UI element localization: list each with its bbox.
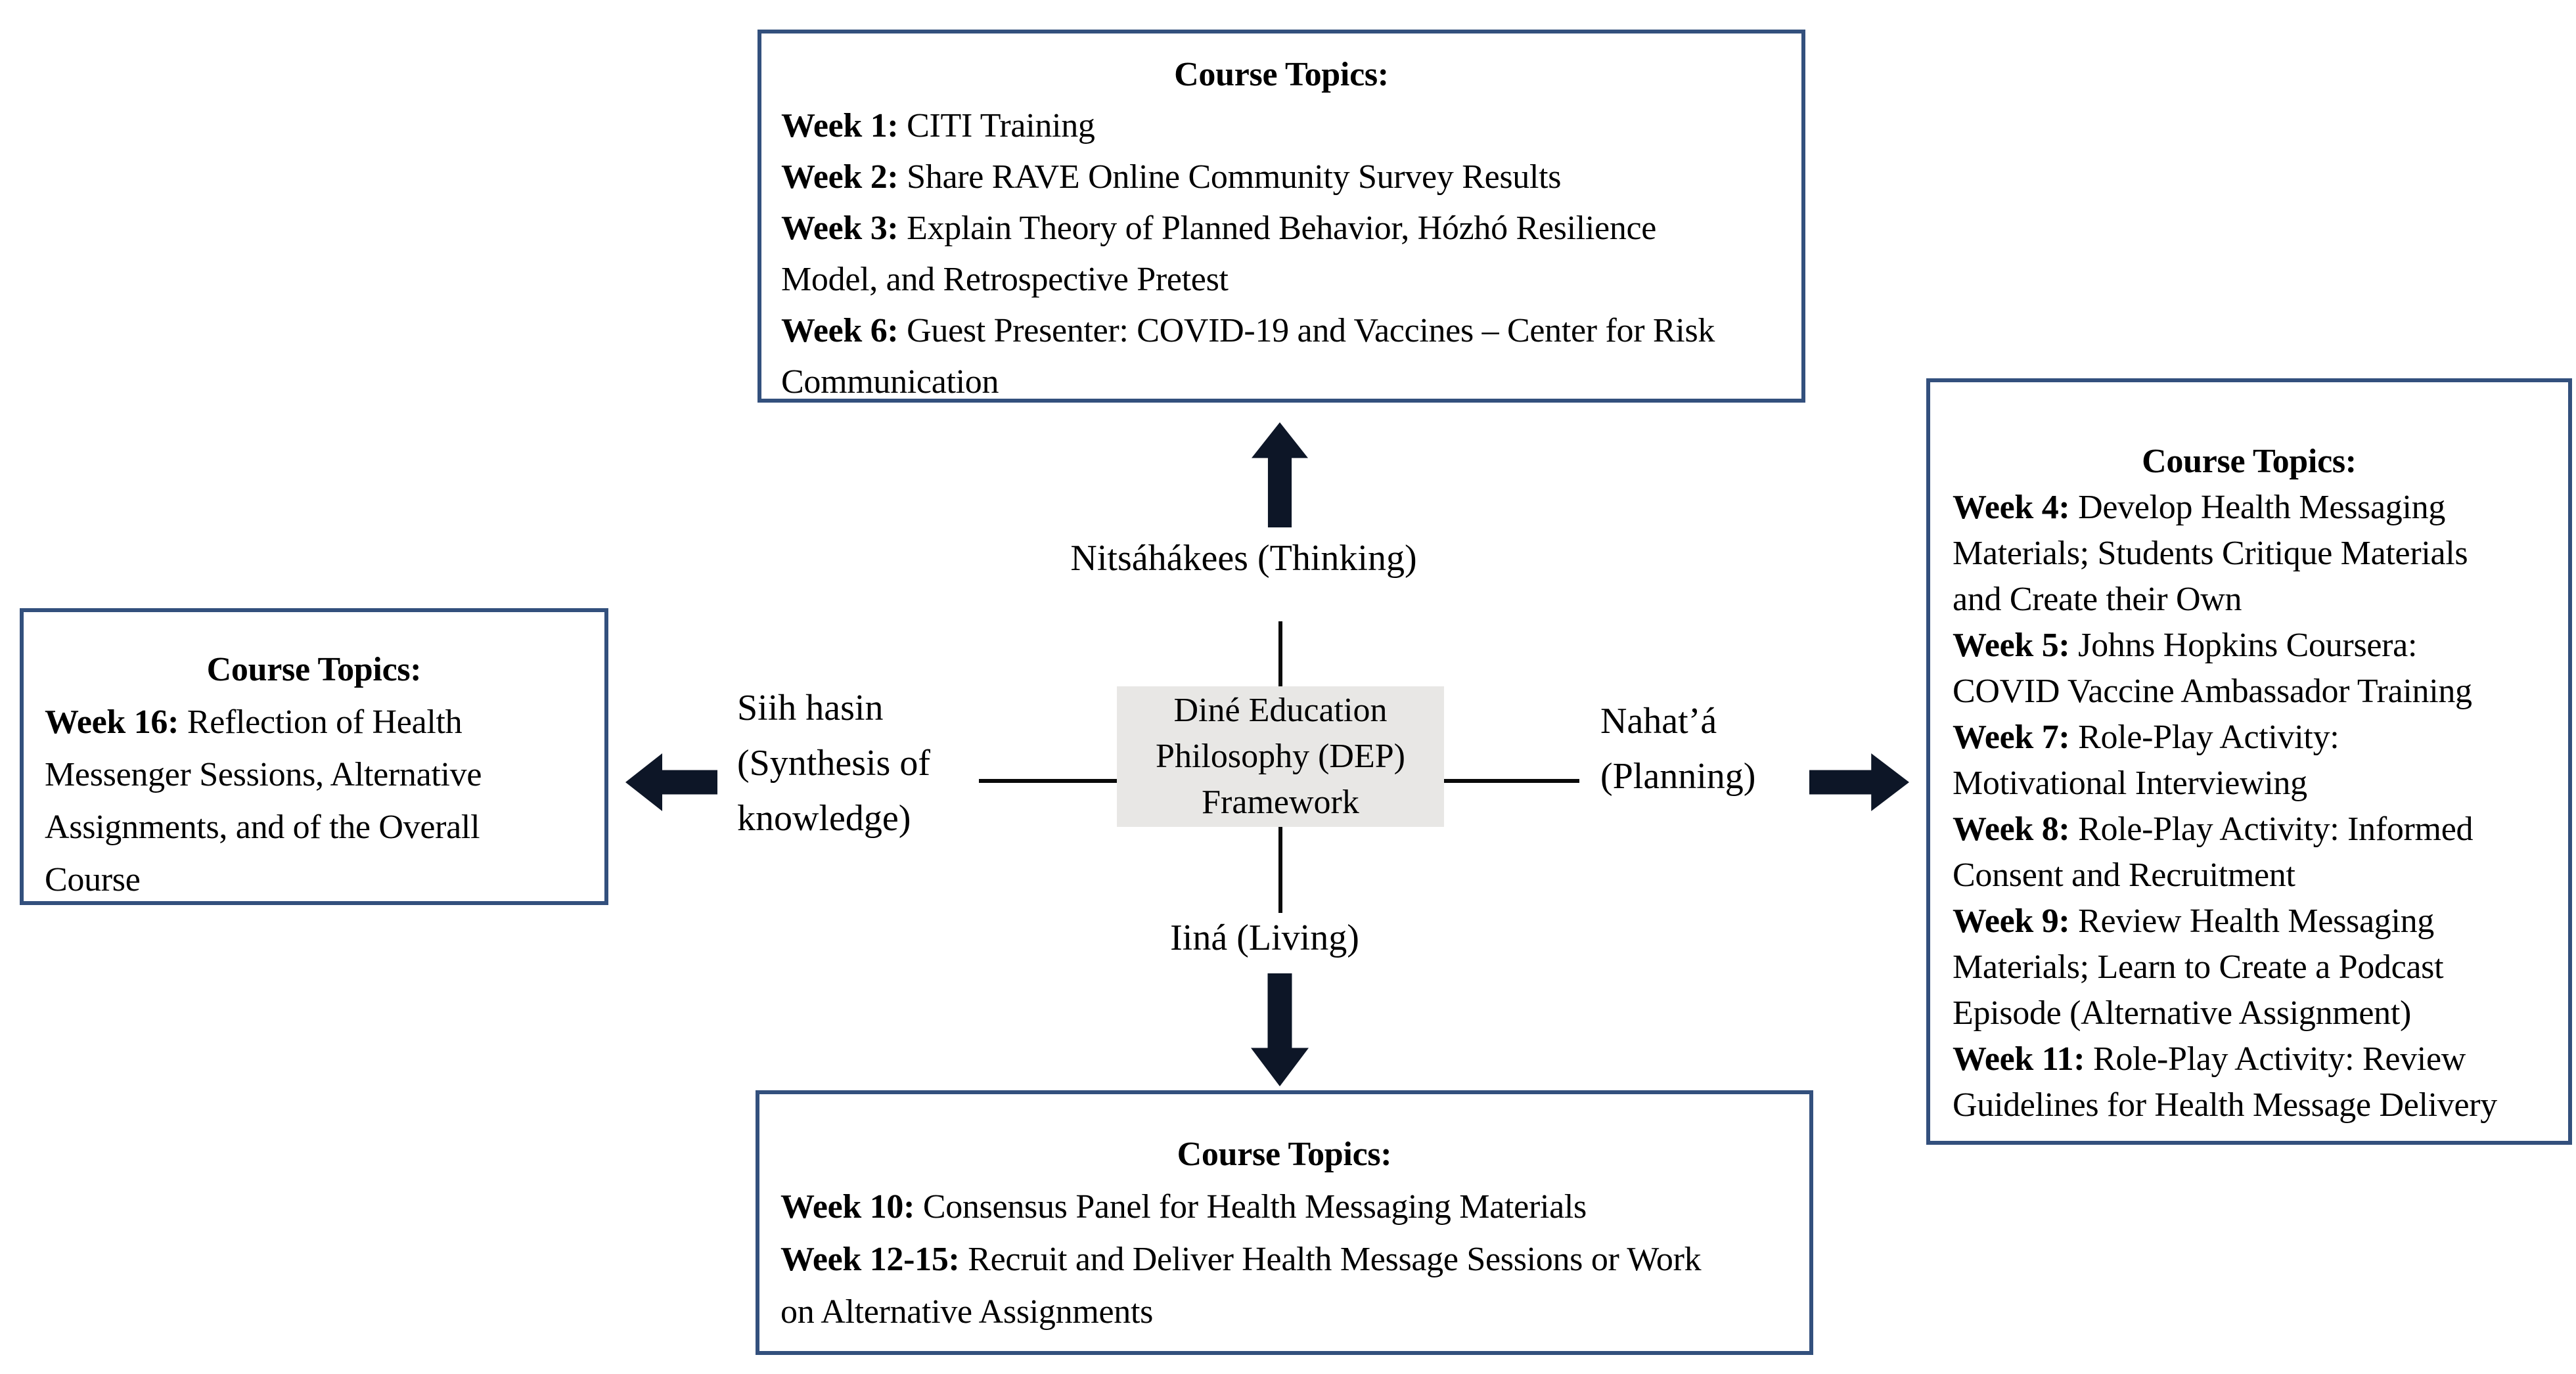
down-block-arrow-icon [1251,973,1309,1086]
course-topic-line: Materials; Learn to Create a Podcast [1953,948,2444,986]
course-topic-line: Week 11: Role-Play Activity: Review [1953,1040,2466,1078]
course-topic-line: Week 7: Role-Play Activity: [1953,719,2339,756]
course-topic-line: Week 8: Role-Play Activity: Informed [1953,810,2474,848]
course-topic-line: Communication [781,363,999,401]
connector-line-bottom [1278,827,1282,913]
course-topic-line: Course [45,861,141,898]
course-topic-line: Week 12-15: Recruit and Deliver Health Message Sessions or Work [780,1241,1702,1278]
course-topics-box-top [757,30,1805,403]
course-topic-line: Week 9: Review Health Messaging [1953,902,2435,940]
course-topic-line: Guidelines for Health Message Delivery [1953,1086,2498,1124]
axis-label-synthesis: Siih hasin (Synthesis of knowledge) [737,688,930,839]
course-topic-line: and Create their Own [1953,581,2242,618]
box-title: Course Topics: [2142,443,2357,480]
course-topics-box-bottom [756,1090,1813,1355]
course-topic-line: Model, and Retrospective Pretest [781,261,1229,298]
left-block-arrow-icon [625,753,717,811]
course-topic-line: Week 3: Explain Theory of Planned Behavior, Hózhó Resilience [781,210,1657,247]
connector-line-left [979,779,1117,783]
center-framework-line: Diné Education [1173,692,1388,729]
course-topic-line: Messenger Sessions, Alternative [45,756,482,793]
box-title: Course Topics: [1174,56,1389,93]
course-topic-line: Episode (Alternative Assignment) [1953,994,2412,1032]
box-title: Course Topics: [206,651,422,688]
connector-line-right [1444,779,1579,783]
course-topic-line: Consent and Recruitment [1953,856,2295,894]
course-topic-line: Week 1: CITI Training [781,107,1095,144]
course-topic-line: Week 4: Develop Health Messaging [1953,489,2446,526]
axis-label-living: Iiná (Living) [1170,918,1359,958]
right-block-arrow-icon [1809,753,1909,811]
center-framework-line: Philosophy (DEP) [1156,738,1405,775]
axis-label-thinking: Nitsáhákees (Thinking) [1070,538,1417,579]
course-topic-line: Motivational Interviewing [1953,765,2307,802]
connector-line-top [1278,621,1282,686]
course-topics-box-right [1926,378,2572,1145]
course-topic-line: Materials; Students Critique Materials [1953,535,2468,572]
course-topic-line: Week 2: Share RAVE Online Community Survey Results [781,158,1562,196]
course-topic-line: on Alternative Assignments [780,1293,1154,1331]
course-topic-line: Week 5: Johns Hopkins Coursera: [1953,627,2418,664]
axis-label-planning: Nahat’á (Planning) [1600,701,1756,797]
course-topic-line: Week 6: Guest Presenter: COVID-19 and Vaccines – Center for Risk [781,312,1715,349]
course-topic-line: Week 16: Reflection of Health [45,703,463,741]
course-topic-line: Week 10: Consensus Panel for Health Messaging Materials [780,1188,1587,1226]
up-block-arrow-icon [1252,422,1308,527]
center-framework-box [1117,686,1444,827]
center-framework-line: Framework [1202,784,1359,821]
course-topic-line: Assignments, and of the Overall [45,809,480,846]
box-title: Course Topics: [1177,1136,1392,1173]
course-topics-box-left [20,608,608,905]
course-topic-line: COVID Vaccine Ambassador Training [1953,673,2472,710]
